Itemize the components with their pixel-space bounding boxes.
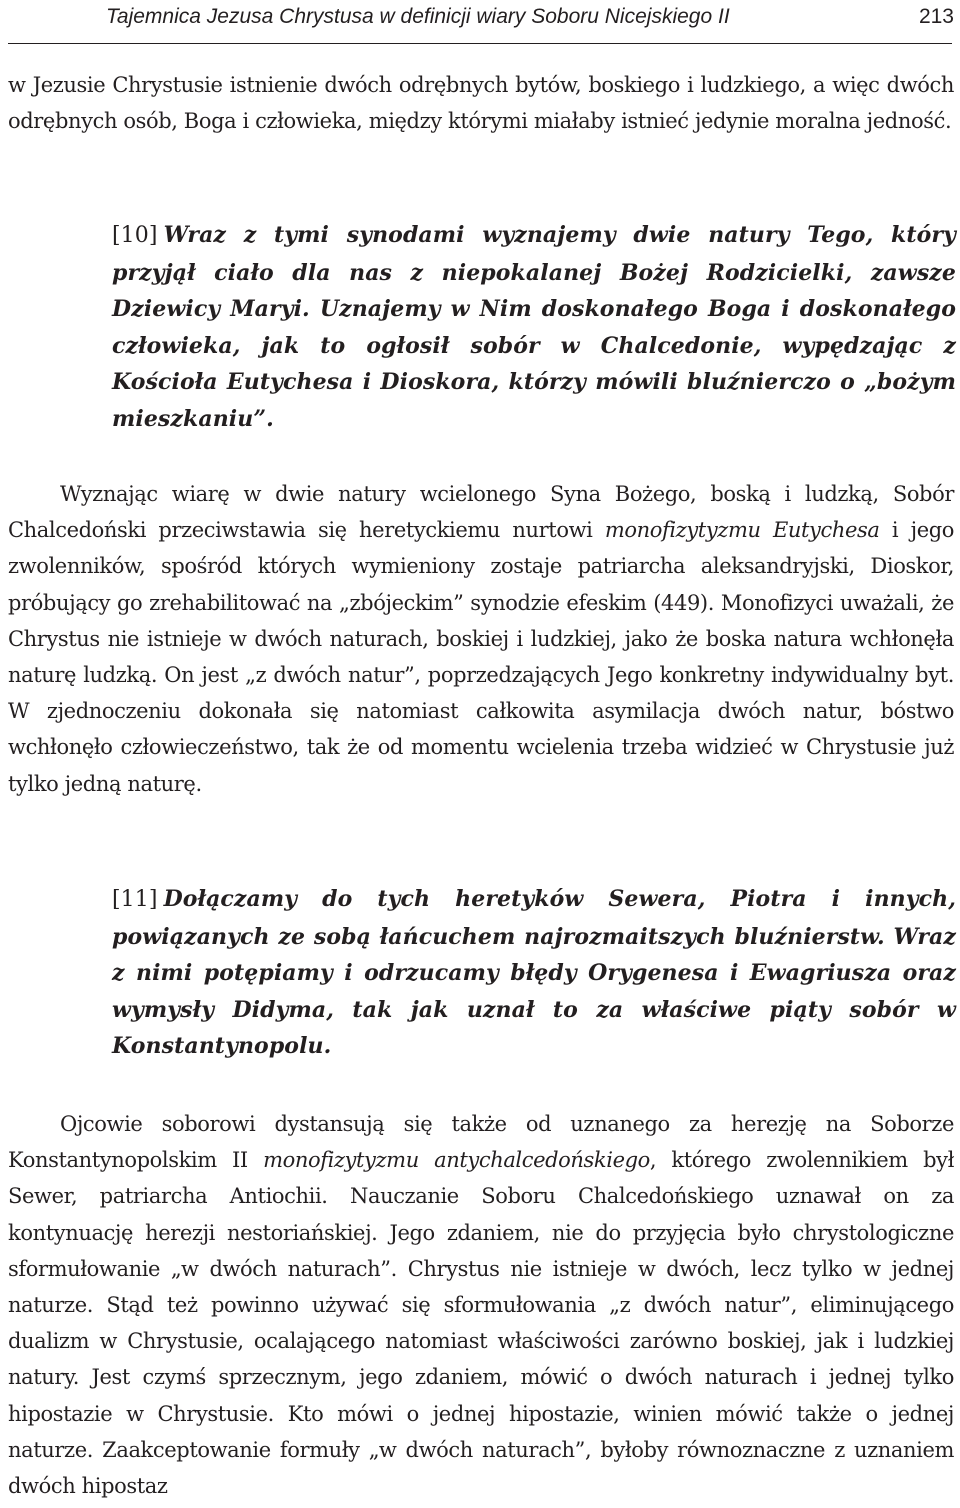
paragraph-antichalcedonian-emphasis: monofizytyzmu antychalcedońskiego <box>263 1148 650 1173</box>
paragraph-monophysitism-part-b: i jego zwolenników, spośród których wymieniony zostaje patriarcha aleksandryjski, Dioskor, próbujący go zrehabilitować na „zbójeckim” synodzie efeskim (449). Monofizyci uważali, że Chrystus nie istnieje w dwóch naturach, boskiej i ludzkiej, jako że boska natura wchłonęła naturę ludzką. On jest „z dwóch natur”, poprzedzających Jego konkretny indywidualny byt. W zjednoczeniu dokonała się natomiast całkowita asymilacja dwóch natur, bóstwo wchłonęło człowieczeństwo, tak że od momentu wcielenia trzeba widzieć w Chrystusie już tylko jedną naturę. <box>8 518 955 796</box>
running-header <box>0 0 960 44</box>
paragraph-continuation: w Jezusie Chrystusie istnienie dwóch odrębnych bytów, boskiego i ludzkiego, a więc dwóch odrębnych osób, Boga i człowieka, między którymi miałaby istnieć jedynie moralna jedność. <box>8 73 954 134</box>
paragraph-antichalcedonian-part-b: , którego zwolennikiem był Sewer, patriarcha Antiochii. Nauczanie Soboru Chalcedońskiego uznawał on za kontynuację herezji nestoriańskiej. Jego zdaniem, nie do przyjęcia było chrystologiczne sformułowanie „w dwóch naturach”. Chrystus nie istnieje w dwóch, lecz tylko w jednej naturze. Stąd też powinno używać się sformułowania „z dwóch natur”, eliminującego dualizm w Chrystusie, ocalającego natomiast właściwości zarówno boskiej, jak i ludzkiej natury. Jest czymś sprzecznym, jego zdaniem, mówić o dwóch naturach i jednej tylko hipostazie w Chrystusie. Kto mówi o jednej hipostazie, winien mówić także o jednej naturze. Zaakceptowanie formuły „w dwóch naturach”, byłoby równoznaczne z uznaniem dwóch hipostaz <box>8 1148 954 1499</box>
page-number: 213 <box>918 5 954 28</box>
quote-10-number: [10] <box>112 223 158 248</box>
paragraph-monophysitism-part-a: Wyznając wiarę w dwie natury wcielonego Syna Bożego, boską i ludzką, Sobór Chalcedoński przeciwstawia się heretyckiemu nurtowi <box>8 482 954 543</box>
quote-10-text: Wraz z tymi synodami wyznajemy dwie natury Tego, który przyjął ciało dla nas z niepokalanej Bożej Rodzicielki, zawsze Dziewicy Maryi. Uznajemy w Nim doskonałego Boga i doskonałego człowieka, jak to ogłosił sobór w Chalcedonie, wypędzając z Kościoła Eutychesa i Dioskora, którzy mówili bluźnierczo o „bożym mieszkaniu”. <box>112 222 956 432</box>
header-rule <box>8 43 952 44</box>
quote-11 <box>112 881 956 1065</box>
paragraph-antichalcedonian-part-a: Ojcowie soborowi dystansują się także od uznanego za herezję na Soborze Konstantynopolskim II <box>8 1112 954 1173</box>
quote-11-text: Dołączamy do tych heretyków Sewera, Piotra i innych, powiązanych ze sobą łańcuchem najrozmaitszych bluźnierstw. Wraz z nimi potępiamy i odrzucamy błędy Orygenesa i Ewagriusza oraz wymysły Didyma, tak jak uznał to za właściwe piąty sobór w Konstantynopolu. <box>112 886 956 1059</box>
quote-10 <box>112 217 956 437</box>
paragraph-antichalcedonian <box>8 1106 954 1504</box>
running-title: Tajemnica Jezusa Chrystusa w definicji wiary Soboru Nicejskiego II <box>106 5 730 28</box>
quote-11-number: [11] <box>112 887 158 912</box>
paragraph-monophysitism <box>8 476 954 802</box>
paragraph-monophysitism-emphasis: monofizytyzmu Eutychesa <box>604 518 880 543</box>
